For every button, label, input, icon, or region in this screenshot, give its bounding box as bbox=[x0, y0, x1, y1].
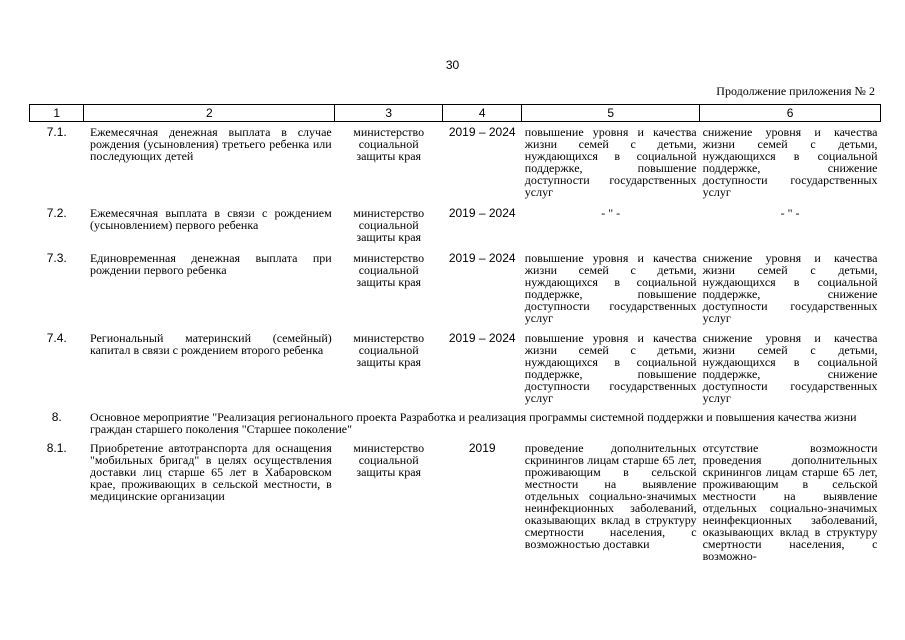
table-row bbox=[30, 435, 881, 562]
row-number: 8. bbox=[51, 410, 62, 424]
column-header: 4 bbox=[443, 105, 522, 122]
measure-name: Ежемесячная выплата в связи с рождением (усыновлением) первого ребенка bbox=[89, 206, 332, 232]
non-implementation-consequence: снижение уровня и качества жизни семей с детьми, нуждающихся в социальной поддержке, снижение доступности государственных услуг bbox=[702, 331, 878, 405]
executor: министерство социальной защиты края bbox=[353, 206, 425, 244]
executor: министерство социальной защиты края bbox=[353, 331, 425, 369]
table-row bbox=[30, 324, 881, 404]
table-header bbox=[30, 105, 881, 122]
period: 2019 bbox=[468, 441, 496, 455]
table-body bbox=[30, 122, 881, 563]
column-header: 5 bbox=[522, 105, 700, 122]
table-row bbox=[30, 122, 881, 199]
period: 2019 – 2024 bbox=[448, 206, 516, 220]
executor: министерство социальной защиты края bbox=[353, 125, 425, 163]
row-number: 7.4. bbox=[46, 331, 67, 345]
section-row bbox=[30, 404, 881, 435]
measure-name: Региональный материнский (семейный) капитал в связи с рождением второго ребенка bbox=[89, 331, 332, 357]
expected-result: - " - bbox=[601, 206, 621, 220]
column-header: 1 bbox=[30, 105, 84, 122]
row-number: 7.1. bbox=[46, 125, 67, 139]
column-number-row bbox=[30, 105, 881, 122]
appendix-continuation-note: Продолжение приложения № 2 bbox=[716, 84, 875, 98]
table-row bbox=[30, 198, 881, 243]
expected-result: повышение уровня и качества жизни семей с детьми, нуждающихся в социальной поддержке, повышение доступности государственных услуг bbox=[524, 331, 697, 405]
row-number: 8.1. bbox=[46, 441, 67, 455]
expected-result: повышение уровня и качества жизни семей с детьми, нуждающихся в социальной поддержке, повышение доступности государственных услуг bbox=[524, 251, 697, 325]
expected-result: проведение дополнительных скринингов лицам старше 65 лет, проживающим в сельской местности на выявление отдельных социально-значимых неинфекционных заболеваний, оказывающих вклад в структуру смертности населения, с возможностью доставки bbox=[524, 441, 697, 551]
measure-name: Приобретение автотранспорта для оснащения "мобильных бригад" в целях осуществления доставки лиц старше 65 лет в Хабаровском крае, проживающих в сельской местности, в медицинские организации bbox=[89, 441, 332, 503]
expected-result: повышение уровня и качества жизни семей с детьми, нуждающихся в социальной поддержке, повышение доступности государственных услуг bbox=[524, 125, 697, 199]
non-implementation-consequence: - " - bbox=[780, 206, 800, 220]
non-implementation-consequence: снижение уровня и качества жизни семей с детьми, нуждающихся в социальной поддержке, снижение доступности государственных услуг bbox=[702, 125, 878, 199]
section-title: Основное мероприятие "Реализация регионального проекта Разработка и реализация программы системной поддержки и повышения качества жизни граждан старшего поколения "Старшее поколение" bbox=[89, 410, 857, 436]
page-number: 30 bbox=[445, 58, 460, 72]
executor: министерство социальной защиты края bbox=[353, 441, 425, 479]
measure-name: Ежемесячная денежная выплата в случае рождения (усыновления) третьего ребенка или последующих детей bbox=[89, 125, 332, 163]
executor: министерство социальной защиты края bbox=[353, 251, 425, 289]
row-number: 7.3. bbox=[46, 251, 67, 265]
non-implementation-consequence: отсутствие возможности проведения дополнительных скринингов лицам старше 65 лет, проживающим в сельской местности на выявление отдельных социально-значимых неинфекционных заболеваний, оказывающих вклад в структуру смертности населения, с возможно- bbox=[702, 441, 878, 563]
period: 2019 – 2024 bbox=[448, 251, 516, 265]
period: 2019 – 2024 bbox=[448, 125, 516, 139]
column-header: 3 bbox=[335, 105, 443, 122]
measure-name: Единовременная денежная выплата при рождении первого ребенка bbox=[89, 251, 332, 277]
column-header: 6 bbox=[700, 105, 881, 122]
period: 2019 – 2024 bbox=[448, 331, 516, 345]
row-number: 7.2. bbox=[46, 206, 67, 220]
measures-table bbox=[29, 104, 881, 562]
table-row bbox=[30, 243, 881, 324]
column-header: 2 bbox=[84, 105, 335, 122]
non-implementation-consequence: снижение уровня и качества жизни семей с детьми, нуждающихся в социальной поддержке, снижение доступности государственных услуг bbox=[702, 251, 878, 325]
